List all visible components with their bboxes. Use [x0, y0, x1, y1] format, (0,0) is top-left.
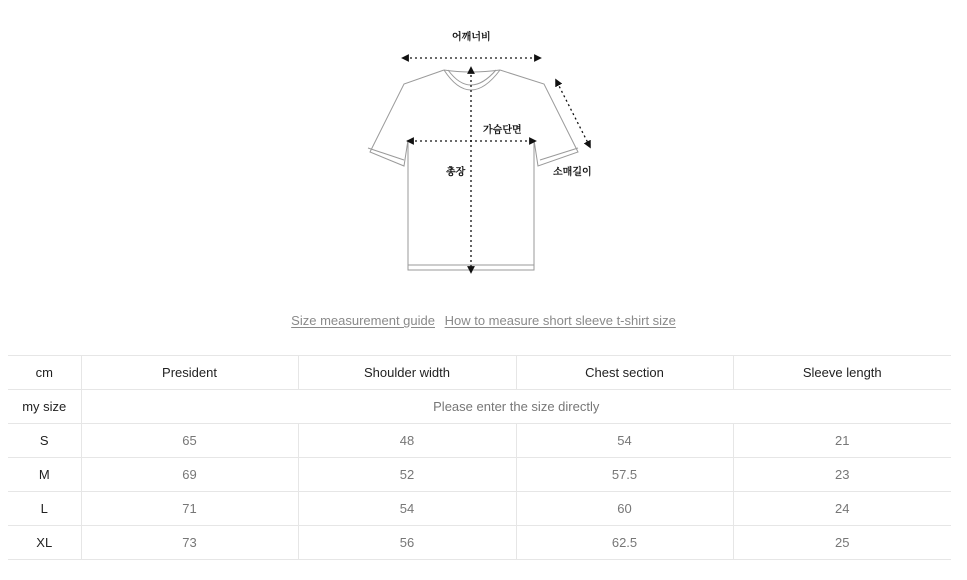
header-shoulder: Shoulder width [298, 356, 516, 390]
table-cell: 54 [298, 492, 516, 526]
table-row [8, 424, 951, 458]
table-cell: 21 [733, 424, 951, 458]
shoulder-width-label: 어깨너비 [452, 32, 491, 43]
table-row [8, 526, 951, 560]
size-label: XL [8, 526, 81, 560]
size-label: L [8, 492, 81, 526]
how-to-measure-link[interactable]: How to measure short sleeve t-shirt size [444, 313, 676, 328]
length-label: 총장 [446, 167, 466, 178]
size-label: S [8, 424, 81, 458]
guide-links [0, 313, 967, 328]
header-sleeve: Sleeve length [733, 356, 951, 390]
table-row [8, 492, 951, 526]
table-cell: 23 [733, 458, 951, 492]
table-cell: 73 [81, 526, 298, 560]
header-unit: cm [8, 356, 81, 390]
sleeve-line [557, 82, 589, 145]
table-cell: 54 [516, 424, 733, 458]
my-size-label: my size [8, 390, 81, 424]
table-header-row [8, 356, 951, 390]
my-size-row [8, 390, 951, 424]
table-cell: 52 [298, 458, 516, 492]
table-cell: 56 [298, 526, 516, 560]
size-table [8, 355, 951, 560]
table-cell: 65 [81, 424, 298, 458]
table-cell: 71 [81, 492, 298, 526]
table-cell: 69 [81, 458, 298, 492]
chest-label: 가슴단면 [483, 125, 522, 136]
table-row [8, 458, 951, 492]
table-cell: 48 [298, 424, 516, 458]
size-label: M [8, 458, 81, 492]
header-chest: Chest section [516, 356, 733, 390]
header-length: President [81, 356, 298, 390]
table-cell: 24 [733, 492, 951, 526]
sleeve-length-label: 소매길이 [553, 167, 592, 178]
table-cell: 60 [516, 492, 733, 526]
table-cell: 57.5 [516, 458, 733, 492]
table-cell: 62.5 [516, 526, 733, 560]
table-cell: 25 [733, 526, 951, 560]
size-guide-link[interactable]: Size measurement guide [291, 313, 435, 328]
my-size-input[interactable]: Please enter the size directly [81, 390, 951, 424]
